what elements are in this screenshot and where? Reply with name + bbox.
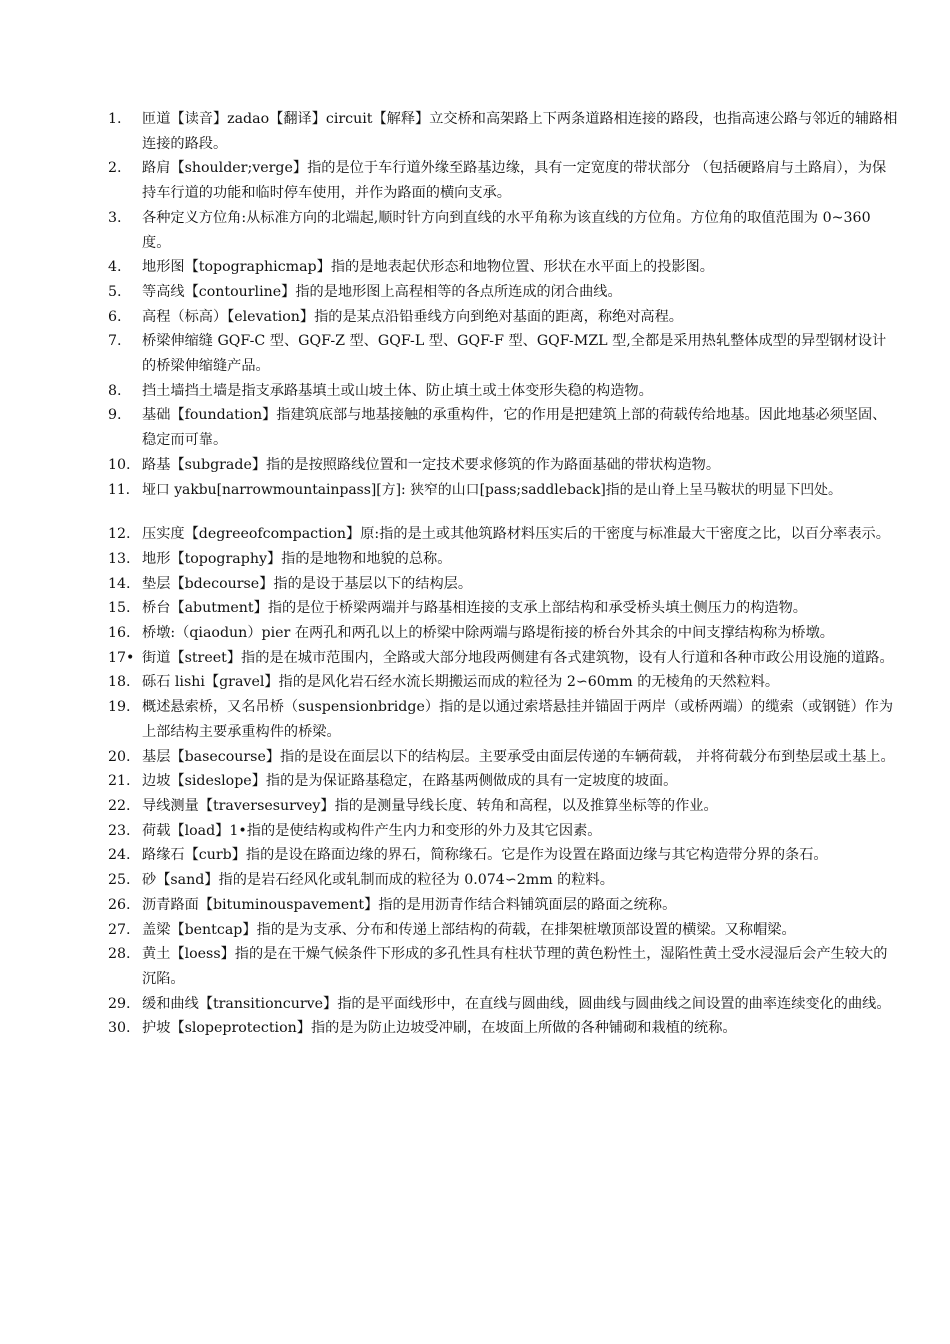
item-number: 28. (108, 946, 131, 963)
item-number: 1. (108, 111, 122, 127)
list-item (108, 794, 898, 819)
item-text: 垫层【bdecourse】指的是设于基层以下的结构层。 (142, 575, 473, 592)
item-text: 缓和曲线【transitioncurve】指的是平面线形中，在直线与圆曲线，圆曲线与圆曲线之间设置的曲率连续变化的曲线。 (142, 995, 891, 1012)
item-number: 30. (108, 1020, 131, 1037)
item-number: 18. (108, 674, 131, 691)
list-item (108, 478, 898, 503)
item-text: 地形【topography】指的是地物和地貌的总称。 (142, 550, 452, 567)
item-text: 荷载【load】1•指的是使结构或构件产生内力和变形的外力及其它因素。 (142, 822, 602, 839)
list-item (108, 745, 898, 770)
list-item (108, 453, 898, 478)
item-number: 8. (108, 382, 122, 399)
list-item (108, 329, 898, 378)
item-number: 15. (108, 600, 131, 617)
list-item (108, 868, 898, 893)
list-item (108, 843, 898, 868)
list-item (108, 769, 898, 794)
item-text: 高程（标高）【elevation】指的是某点沿铅垂线方向到绝对基面的距离，称绝对高程。 (142, 308, 683, 325)
item-number: 13. (108, 550, 131, 567)
item-text: 黄土【loess】指的是在干燥气候条件下形成的多孔性具有柱状节理的黄色粉性土，湿陷性黄土受水浸湿后会产生较大的沉陷。 (142, 946, 888, 987)
list-item (108, 522, 898, 547)
list-item (108, 403, 898, 452)
item-number: 19. (108, 699, 131, 716)
item-text: 各种定义方位角:从标准方向的北端起,顺时针方向到直线的水平角称为该直线的方位角。方位角的取值范围为 0~360 度。 (142, 209, 871, 251)
item-number: 10. (108, 456, 131, 473)
item-number: 26. (108, 896, 131, 913)
item-number: 27. (108, 921, 131, 938)
item-text: 地形图【topographicmap】指的是地表起伏形态和地物位置、形状在水平面上的投影图。 (142, 259, 714, 276)
item-number: 7. (108, 333, 122, 350)
item-number: 14. (108, 575, 131, 592)
list-item (108, 255, 898, 280)
item-number: 17• (108, 649, 135, 666)
item-text: 桥墩:（qiaodun）pier 在两孔和两孔以上的桥梁中除两端与路堤衔接的桥台外其余的中间支撑结构称为桥墩。 (142, 625, 834, 642)
list-item (108, 992, 898, 1017)
item-text: 基础【foundation】指建筑底部与地基接触的承重构件，它的作用是把建筑上部的荷载传给地基。因此地基必须坚固、稳定而可靠。 (142, 407, 887, 449)
list-item (108, 305, 898, 330)
item-text: 挡土墙挡土墙是指支承路基填土或山坡土体、防止填土或土体变形失稳的构造物。 (142, 382, 653, 399)
list-item (108, 918, 898, 943)
item-text: 路缘石【curb】指的是设在路面边缘的界石，简称缘石。它是作为设置在路面边缘与其它构造带分界的条石。 (142, 847, 828, 864)
list-item (108, 206, 898, 255)
list-item (108, 547, 898, 572)
item-text: 砂【sand】指的是岩石经风化或轧制而成的粒径为 0.074∽2mm 的粒料。 (142, 872, 614, 889)
item-number: 4. (108, 259, 122, 276)
list-item (108, 572, 898, 597)
item-number: 22. (108, 797, 131, 814)
list-item (108, 621, 898, 646)
list-item (108, 942, 898, 991)
item-text: 桥台【abutment】指的是位于桥梁两端并与路基相连接的支承上部结构和承受桥头填土侧压力的构造物。 (142, 600, 807, 617)
item-text: 沥青路面【bituminouspavement】指的是用沥青作结合料铺筑面层的路面之统称。 (142, 896, 677, 913)
item-number: 3. (108, 209, 122, 226)
item-number: 16. (108, 625, 131, 642)
item-text: 护坡【slopeprotection】指的是为防止边坡受冲刷，在坡面上所做的各种铺砌和栽植的统称。 (142, 1020, 737, 1037)
list-item (108, 670, 898, 695)
item-text: 垭口 yakbu[narrowmountainpass][方]: 狭窄的山口[pass;saddleback]指的是山脊上呈马鞍状的明显下凹处。 (142, 481, 842, 498)
item-number: 24. (108, 847, 131, 864)
item-number: 20. (108, 748, 131, 765)
list-item (108, 596, 898, 621)
item-text: 压实度【degreeofcompaction】原:指的是土或其他筑路材料压实后的干密度与标准最大干密度之比，以百分率表示。 (142, 526, 890, 543)
item-text: 街道【street】指的是在城市范围内，全路或大部分地段两侧建有各式建筑物，设有人行道和各种市政公用设施的道路。 (142, 649, 894, 666)
list-item (108, 695, 898, 744)
definition-list (108, 107, 898, 1041)
list-item (108, 1016, 898, 1041)
item-number: 9. (108, 407, 122, 424)
list-item (108, 379, 898, 404)
item-number: 2. (108, 160, 122, 177)
item-number: 5. (108, 283, 122, 300)
item-text: 盖梁【bentcap】指的是为支承、分布和传递上部结构的荷载，在排架桩墩顶部设置的横梁。又称帽梁。 (142, 921, 796, 938)
item-text: 路肩【shoulder;verge】指的是位于车行道外缘至路基边缘，具有一定宽度的带状部分 （包括硬路肩与土路肩），为保持车行道的功能和临时停车使用，并作为路面的横向支承。 (142, 160, 887, 202)
item-text: 等高线【contourline】指的是地形图上高程相等的各点所连成的闭合曲线。 (142, 283, 622, 300)
list-item (108, 819, 898, 844)
item-number: 6. (108, 308, 122, 325)
item-number: 11. (108, 481, 131, 498)
item-number: 25. (108, 872, 131, 889)
item-text: 匝道【读音】zadao【翻译】circuit【解释】立交桥和高架路上下两条道路相连接的路段，也指高速公路与邻近的辅路相连接的路段。 (142, 111, 898, 152)
item-text: 路基【subgrade】指的是按照路线位置和一定技术要求修筑的作为路面基础的带状构造物。 (142, 456, 721, 473)
item-text: 砾石 lishi【gravel】指的是风化岩石经水流长期搬运而成的粒径为 2∽60mm 的无棱角的天然粒料。 (142, 674, 780, 691)
item-number: 29. (108, 995, 131, 1012)
list-item (108, 156, 898, 205)
list-item (108, 280, 898, 305)
item-text: 桥梁伸缩缝 GQF-C 型、GQF-Z 型、GQF-L 型、GQF-F 型、GQF-MZL 型,全都是采用热轧整体成型的异型钢材设计的桥梁伸缩缝产品。 (142, 333, 887, 375)
item-text: 基层【basecourse】指的是设在面层以下的结构层。主要承受由面层传递的车辆荷载， 并将荷载分布到垫层或土基上。 (142, 748, 895, 765)
list-item (108, 893, 898, 918)
item-number: 21. (108, 773, 131, 790)
item-text: 导线测量【traversesurvey】指的是测量导线长度、转角和高程，以及推算坐标等的作业。 (142, 797, 718, 814)
item-number: 23. (108, 822, 131, 839)
list-item (108, 107, 898, 156)
item-text: 边坡【sideslope】指的是为保证路基稳定，在路基两侧做成的具有一定坡度的坡面。 (142, 773, 678, 790)
item-number: 12. (108, 526, 131, 543)
item-text: 概述悬索桥，又名吊桥（suspensionbridge）指的是以通过索塔悬挂并锚固于两岸（或桥两端）的缆索（或钢链）作为上部结构主要承重构件的桥梁。 (142, 699, 894, 740)
list-item (108, 646, 898, 671)
